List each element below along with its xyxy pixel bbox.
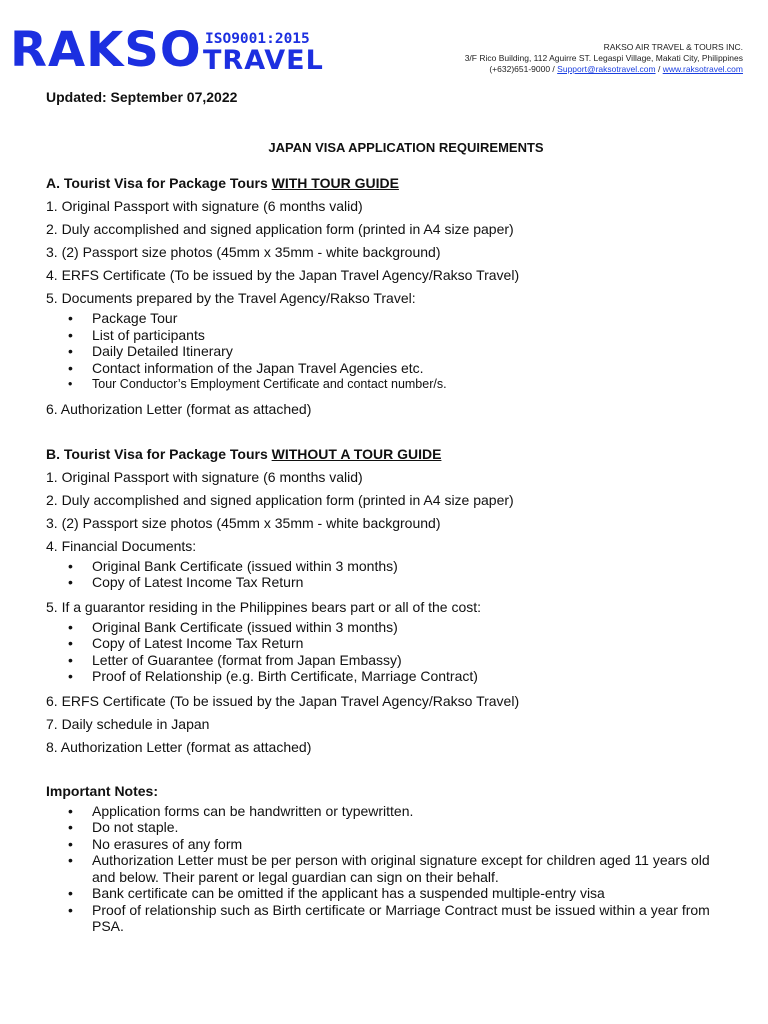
- list-item: 3. (2) Passport size photos (45mm x 35mm - white background): [46, 244, 441, 260]
- bullet-item: • Letter of Guarantee (format from Japan Embassy): [46, 652, 736, 669]
- bullet-item: • Do not staple.: [46, 819, 736, 836]
- company-website-link[interactable]: www.raksotravel.com: [662, 64, 743, 74]
- bullet-item: • Authorization Letter must be per person with original signature except for children aged 11 years old and below. Their parent or legal guardian can sign on their behalf.: [46, 852, 736, 885]
- bullet-item: • Proof of Relationship (e.g. Birth Certificate, Marriage Contract): [46, 668, 736, 685]
- updated-date: Updated: September 07,2022: [46, 89, 238, 105]
- logo-iso-text: ISO9001:2015: [205, 31, 310, 47]
- bullet-item: • Bank certificate can be omitted if the applicant has a suspended multiple-entry visa: [46, 885, 736, 902]
- logo-rakso-text: RAKSO: [10, 22, 202, 78]
- bullet-item: • Application forms can be handwritten or typewritten.: [46, 803, 736, 820]
- section-b-heading: [46, 443, 736, 466]
- list-item: 5. If a guarantor residing in the Philippines bears part or all of the cost:: [46, 598, 482, 615]
- company-separator: /: [657, 64, 661, 74]
- bullet-item: • Tour Conductor’s Employment Certificate and contact number/s.: [46, 376, 736, 393]
- bullet-item: • Proof of relationship such as Birth certificate or Marriage Contract must be issued within a year from PSA.: [46, 902, 736, 935]
- list-item: 4. Financial Documents:: [46, 537, 197, 554]
- section-a: [46, 172, 736, 421]
- bullet-item: • Copy of Latest Income Tax Return: [46, 635, 736, 652]
- section-a-bullet-list: [46, 310, 736, 398]
- section-b: [46, 443, 736, 759]
- list-item: 2. Duly accomplished and signed application form (printed in A4 size paper): [46, 221, 514, 237]
- list-item: 1. Original Passport with signature (6 months valid): [46, 198, 363, 214]
- list-item: 6. Authorization Letter (format as attached): [46, 400, 312, 417]
- bullet-item: • Package Tour: [46, 310, 736, 327]
- list-item: 1. Original Passport with signature (6 months valid): [46, 468, 363, 485]
- list-item: 6. ERFS Certificate (To be issued by the Japan Travel Agency/Rakso Travel): [46, 692, 520, 709]
- bullet-item: • Copy of Latest Income Tax Return: [46, 574, 736, 591]
- section-b-financial-bullets: [46, 558, 736, 596]
- company-name: RAKSO AIR TRAVEL & TOURS INC.: [603, 42, 743, 52]
- section-a-heading-underlined: WITH TOUR GUIDE: [271, 175, 399, 191]
- bullet-item: • List of participants: [46, 327, 736, 344]
- section-a-heading-prefix: A. Tourist Visa for Package Tours: [46, 175, 268, 191]
- bullet-item: • Daily Detailed Itinerary: [46, 343, 736, 360]
- section-b-heading-prefix: B. Tourist Visa for Package Tours: [46, 445, 268, 462]
- list-item: 2. Duly accomplished and signed application form (printed in A4 size paper): [46, 491, 514, 508]
- important-notes: [46, 779, 736, 940]
- section-b-guarantor-bullets: [46, 619, 736, 690]
- company-phone: (+632)651-9000 /: [489, 64, 555, 74]
- page-title: JAPAN VISA APPLICATION REQUIREMENTS: [268, 140, 544, 155]
- company-contact: [465, 64, 743, 75]
- section-b-heading-underlined: WITHOUT A TOUR GUIDE: [271, 445, 442, 462]
- company-info: [465, 42, 743, 75]
- notes-bullet-list: [46, 803, 736, 940]
- bullet-item: • Contact information of the Japan Travel Agencies etc.: [46, 360, 736, 377]
- notes-heading: Important Notes:: [46, 782, 158, 799]
- bullet-item: • Original Bank Certificate (issued within 3 months): [46, 619, 736, 636]
- company-email-link[interactable]: Support@raksotravel.com: [557, 64, 656, 74]
- list-item: 8. Authorization Letter (format as attached): [46, 738, 312, 755]
- list-item: 5. Documents prepared by the Travel Agency/Rakso Travel:: [46, 290, 416, 306]
- list-item: 7. Daily schedule in Japan: [46, 715, 210, 732]
- list-item: 3. (2) Passport size photos (45mm x 35mm - white background): [46, 514, 441, 531]
- bullet-item: • No erasures of any form: [46, 836, 736, 853]
- list-item: 4. ERFS Certificate (To be issued by the Japan Travel Agency/Rakso Travel): [46, 267, 520, 283]
- bullet-item: • Original Bank Certificate (issued within 3 months): [46, 558, 736, 575]
- logo-travel-text: TRAVEL: [203, 45, 324, 76]
- company-address: 3/F Rico Building, 112 Aguirre ST. Legaspi Village, Makati City, Philippines: [464, 53, 743, 63]
- section-a-heading: [46, 172, 736, 195]
- document-body: [46, 86, 736, 940]
